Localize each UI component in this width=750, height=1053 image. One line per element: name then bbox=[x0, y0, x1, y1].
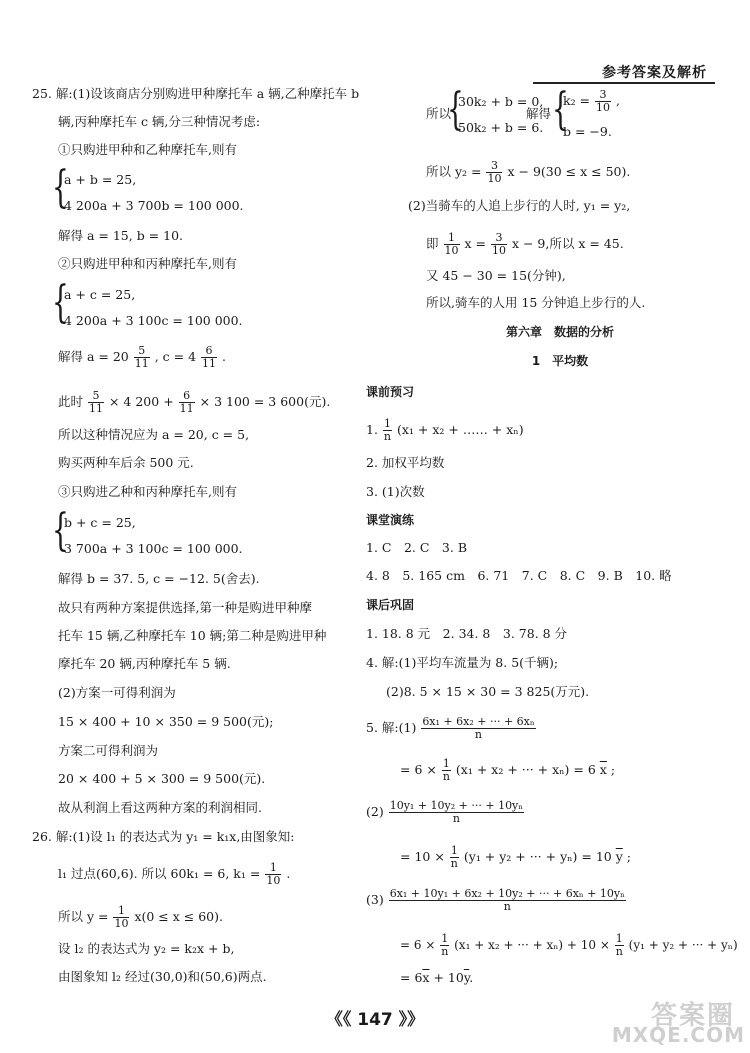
formula-line bbox=[400, 845, 631, 870]
text-segment: (y₁ + y₂ + ··· + yₙ) bbox=[628, 938, 738, 952]
numerator: 6x₁ + 10y₁ + 6x₂ + 10y₂ + ··· + 6xₙ + 10yₙ bbox=[389, 887, 625, 900]
text-segment: = 6 × bbox=[400, 762, 437, 777]
text-line: 解得 b = 37. 5, c = −12. 5(舍去). bbox=[58, 571, 260, 586]
text-segment: 所以 y = bbox=[58, 909, 109, 924]
text-line: 1. C 2. C 3. B bbox=[366, 540, 468, 555]
numerator: 1 bbox=[442, 757, 450, 770]
text-line: 所以这种情况应为 a = 20, c = 5, bbox=[58, 427, 250, 442]
text-segment: . bbox=[286, 866, 291, 881]
text-line: 购买两种车后余 500 元. bbox=[58, 455, 194, 470]
numerator: 6x₁ + 6x₂ + ··· + 6xₙ bbox=[422, 715, 535, 728]
equation-brace: { bbox=[447, 84, 464, 135]
fraction bbox=[486, 160, 502, 185]
equation-brace: { bbox=[52, 277, 69, 328]
fraction bbox=[491, 232, 507, 257]
numerator: 6 bbox=[201, 345, 217, 358]
subsection-heading: 课堂演练 bbox=[366, 513, 415, 527]
text-segment: 1. bbox=[366, 422, 378, 437]
page-number: 《《 147 》》 bbox=[325, 1010, 425, 1030]
denominator: 11 bbox=[202, 357, 217, 370]
numerator: 10y₁ + 10y₂ + ··· + 10yₙ bbox=[389, 799, 524, 812]
text-line: (2)方案一可得利润为 bbox=[58, 685, 176, 700]
numerator: 1 bbox=[441, 932, 449, 945]
denominator: 10 bbox=[487, 172, 502, 185]
equation-line: b + c = 25, bbox=[64, 515, 136, 530]
denominator: n bbox=[450, 857, 458, 870]
mean-symbol: $\overline{y}$ bbox=[615, 849, 623, 864]
text-segment: = 6 × bbox=[400, 938, 436, 952]
text-line: 2. 加权平均数 bbox=[366, 455, 445, 470]
numerator: 1 bbox=[444, 232, 460, 245]
text-line: ①只购进甲种和乙种摩托车,则有 bbox=[58, 142, 237, 157]
numerator: 5 bbox=[88, 390, 104, 403]
mean-symbol: $\overline{x}$ bbox=[599, 762, 607, 777]
text-segment: x − 9(30 ≤ x ≤ 50). bbox=[507, 164, 631, 179]
denominator: n bbox=[615, 945, 623, 958]
formula-line bbox=[366, 716, 537, 741]
text-line: 方案二可得利润为 bbox=[58, 743, 159, 758]
fraction bbox=[389, 888, 626, 913]
formula-line bbox=[426, 160, 630, 185]
fraction bbox=[383, 418, 392, 443]
equation-line: 4 200a + 3 100c = 100 000. bbox=[64, 313, 243, 328]
text-segment: 解得 bbox=[526, 106, 552, 121]
text-line: 所以,骑车的人用 15 分钟追上步行的人. bbox=[426, 295, 646, 310]
equation-line: 4 200a + 3 700b = 100 000. bbox=[64, 198, 244, 213]
text-line: 又 45 − 30 = 15(分钟), bbox=[426, 268, 566, 283]
text-line: 20 × 400 + 5 × 300 = 9 500(元). bbox=[58, 771, 266, 786]
formula-line bbox=[58, 905, 223, 930]
page-header bbox=[533, 62, 715, 84]
formula-line bbox=[400, 933, 738, 958]
text-line: 1. 18. 8 元 2. 34. 8 3. 78. 8 分 bbox=[366, 626, 568, 641]
watermark-url: MXQE.COM bbox=[611, 1023, 745, 1047]
text-segment: = 10 × bbox=[400, 849, 445, 864]
subsection-heading: 课后巩固 bbox=[366, 598, 415, 612]
equation-line: 3 700a + 3 100c = 100 000. bbox=[64, 541, 243, 556]
subsection-heading: 课前预习 bbox=[366, 385, 415, 399]
equation-line: 50k₂ + b = 6. bbox=[458, 120, 544, 135]
text-line: 摩托车 20 辆,丙种摩托车 5 辆. bbox=[58, 656, 231, 671]
denominator: 10 bbox=[266, 874, 281, 887]
text-segment: = 6 bbox=[400, 970, 423, 985]
denominator: 11 bbox=[89, 402, 103, 415]
text-segment: 5. 解:(1) bbox=[366, 720, 417, 735]
denominator: 10 bbox=[596, 101, 611, 114]
text-line: (2)8. 5 × 15 × 30 = 3 825(万元). bbox=[386, 684, 590, 699]
numerator: 3 bbox=[491, 232, 507, 245]
text-segment: (x₁ + x₂ + ··· + xₙ) + 10 × bbox=[454, 938, 610, 952]
section-title: 1 平均数 bbox=[531, 354, 589, 368]
text-segment: . bbox=[469, 970, 474, 985]
formula-line bbox=[58, 862, 290, 887]
text-line: 4. 8 5. 165 cm 6. 71 7. C 8. C 9. B 10. 略 bbox=[366, 568, 672, 583]
text-line: 辆,丙种摩托车 c 辆,分三种情况考虑: bbox=[58, 114, 261, 129]
header-title: 参考答案及解析 bbox=[602, 65, 707, 81]
numerator: 1 bbox=[383, 417, 391, 430]
fraction bbox=[595, 89, 611, 114]
numerator: 1 bbox=[265, 862, 281, 875]
numerator: 5 bbox=[134, 345, 150, 358]
text-segment: 此时 bbox=[58, 394, 84, 409]
fraction bbox=[201, 345, 217, 370]
text-segment: k₂ = bbox=[563, 93, 591, 108]
text-line: 解得 a = 15, b = 10. bbox=[58, 228, 184, 243]
formula-line bbox=[366, 888, 627, 913]
text-segment: x − 9,所以 x = 45. bbox=[511, 236, 624, 251]
fraction bbox=[440, 933, 449, 958]
numerator: 1 bbox=[450, 844, 458, 857]
fraction bbox=[389, 800, 524, 825]
equation-line: b = −9. bbox=[563, 124, 612, 139]
text-line: ②只购进甲种和丙种摩托车,则有 bbox=[58, 256, 237, 271]
equation-brace: { bbox=[552, 84, 569, 135]
equation-brace: { bbox=[52, 505, 69, 556]
text-line: 15 × 400 + 10 × 350 = 9 500(元); bbox=[58, 714, 274, 729]
formula-line bbox=[400, 758, 615, 783]
formula-line bbox=[58, 345, 226, 370]
watermark-logo bbox=[575, 995, 745, 1050]
text-segment: (3) bbox=[366, 892, 384, 907]
fraction bbox=[113, 905, 129, 930]
text-segment: 所以 y₂ = bbox=[426, 164, 482, 179]
text-segment: l₁ 过点(60,6). 所以 60k₁ = 6, k₁ = bbox=[58, 866, 261, 881]
text-segment: × 3 100 = 3 600(元). bbox=[199, 394, 331, 409]
fraction bbox=[179, 390, 195, 415]
text-line: ③只购进乙种和丙种摩托车,则有 bbox=[58, 484, 237, 499]
numerator: 1 bbox=[615, 932, 623, 945]
fraction bbox=[450, 845, 459, 870]
text-line: 25. 解:(1)设该商店分别购进甲种摩托车 a 辆,乙种摩托车 b bbox=[32, 86, 360, 101]
denominator: n bbox=[441, 945, 449, 958]
text-segment: (x₁ + x₂ + ··· + xₙ) = 6 bbox=[455, 762, 596, 777]
mean-symbol: $\overline{y}$ bbox=[463, 970, 470, 985]
text-line: 托车 15 辆,乙种摩托车 10 辆;第二种是购进甲种 bbox=[58, 628, 327, 643]
text-segment: x(0 ≤ x ≤ 60). bbox=[134, 909, 223, 924]
numerator: 6 bbox=[179, 390, 195, 403]
equation-line: a + b = 25, bbox=[64, 172, 137, 187]
formula-line bbox=[366, 800, 525, 825]
fraction bbox=[88, 390, 104, 415]
text-segment: + 10 bbox=[433, 970, 464, 985]
text-segment: 解得 a = 20 bbox=[58, 349, 129, 364]
mean-symbol: $\overline{x}$ bbox=[422, 970, 430, 985]
text-line: 故从利润上看这两种方案的利润相同. bbox=[58, 800, 262, 815]
watermark-text: 答案圈 bbox=[650, 1001, 735, 1031]
fraction bbox=[134, 345, 150, 370]
text-segment: 即 bbox=[426, 236, 439, 251]
fraction bbox=[265, 862, 281, 887]
numerator: 3 bbox=[486, 160, 502, 173]
denominator: 10 bbox=[491, 244, 506, 257]
text-segment: (x₁ + x₂ + …… + xₙ) bbox=[397, 422, 524, 437]
text-segment: (y₁ + y₂ + ··· + yₙ) = 10 bbox=[463, 849, 612, 864]
text-segment: 所以 bbox=[426, 106, 452, 121]
text-segment: (2) bbox=[366, 804, 384, 819]
denominator: n bbox=[474, 728, 483, 741]
denominator: n bbox=[452, 812, 460, 825]
formula-line bbox=[400, 970, 473, 986]
formula-line bbox=[426, 232, 624, 257]
denominator: n bbox=[383, 430, 392, 443]
denominator: n bbox=[442, 770, 450, 783]
text-segment: ; bbox=[626, 849, 632, 864]
denominator: 10 bbox=[114, 917, 129, 930]
numerator: 3 bbox=[595, 89, 611, 102]
equation-brace: { bbox=[52, 162, 69, 213]
text-line: 设 l₂ 的表达式为 y₂ = k₂x + b, bbox=[58, 941, 235, 956]
text-segment: × 4 200 + bbox=[108, 394, 174, 409]
text-line: 4. 解:(1)平均车流量为 8. 5(千辆); bbox=[366, 655, 559, 670]
text-segment: x = bbox=[464, 236, 486, 251]
text-segment: . bbox=[222, 349, 227, 364]
text-line: (2)当骑车的人追上步行的人时, y₁ = y₂, bbox=[408, 198, 631, 213]
equation-line: 30k₂ + b = 0, bbox=[458, 94, 544, 109]
denominator: 10 bbox=[444, 244, 459, 257]
formula-line bbox=[58, 390, 330, 415]
text-segment: ; bbox=[610, 762, 616, 777]
text-line: 26. 解:(1)设 l₁ 的表达式为 y₁ = k₁x,由图象知: bbox=[32, 829, 295, 844]
text-segment: , c = 4 bbox=[154, 349, 197, 364]
fraction bbox=[615, 933, 624, 958]
text-segment: , bbox=[616, 93, 620, 108]
fraction bbox=[421, 716, 535, 741]
chapter-title: 第六章 数据的分析 bbox=[505, 325, 614, 339]
numerator: 1 bbox=[113, 905, 129, 918]
text-line: 由图象知 l₂ 经过(30,0)和(50,6)两点. bbox=[58, 969, 267, 984]
fraction bbox=[444, 232, 460, 257]
formula-line bbox=[366, 418, 524, 443]
formula-line bbox=[563, 89, 620, 114]
denominator: 11 bbox=[179, 402, 194, 415]
text-line: 故只有两种方案提供选择,第一种是购进甲种摩 bbox=[58, 600, 312, 615]
fraction bbox=[442, 758, 451, 783]
denominator: n bbox=[503, 900, 511, 913]
denominator: 11 bbox=[134, 357, 149, 370]
text-line: 3. (1)次数 bbox=[366, 484, 425, 499]
equation-line: a + c = 25, bbox=[64, 287, 136, 302]
